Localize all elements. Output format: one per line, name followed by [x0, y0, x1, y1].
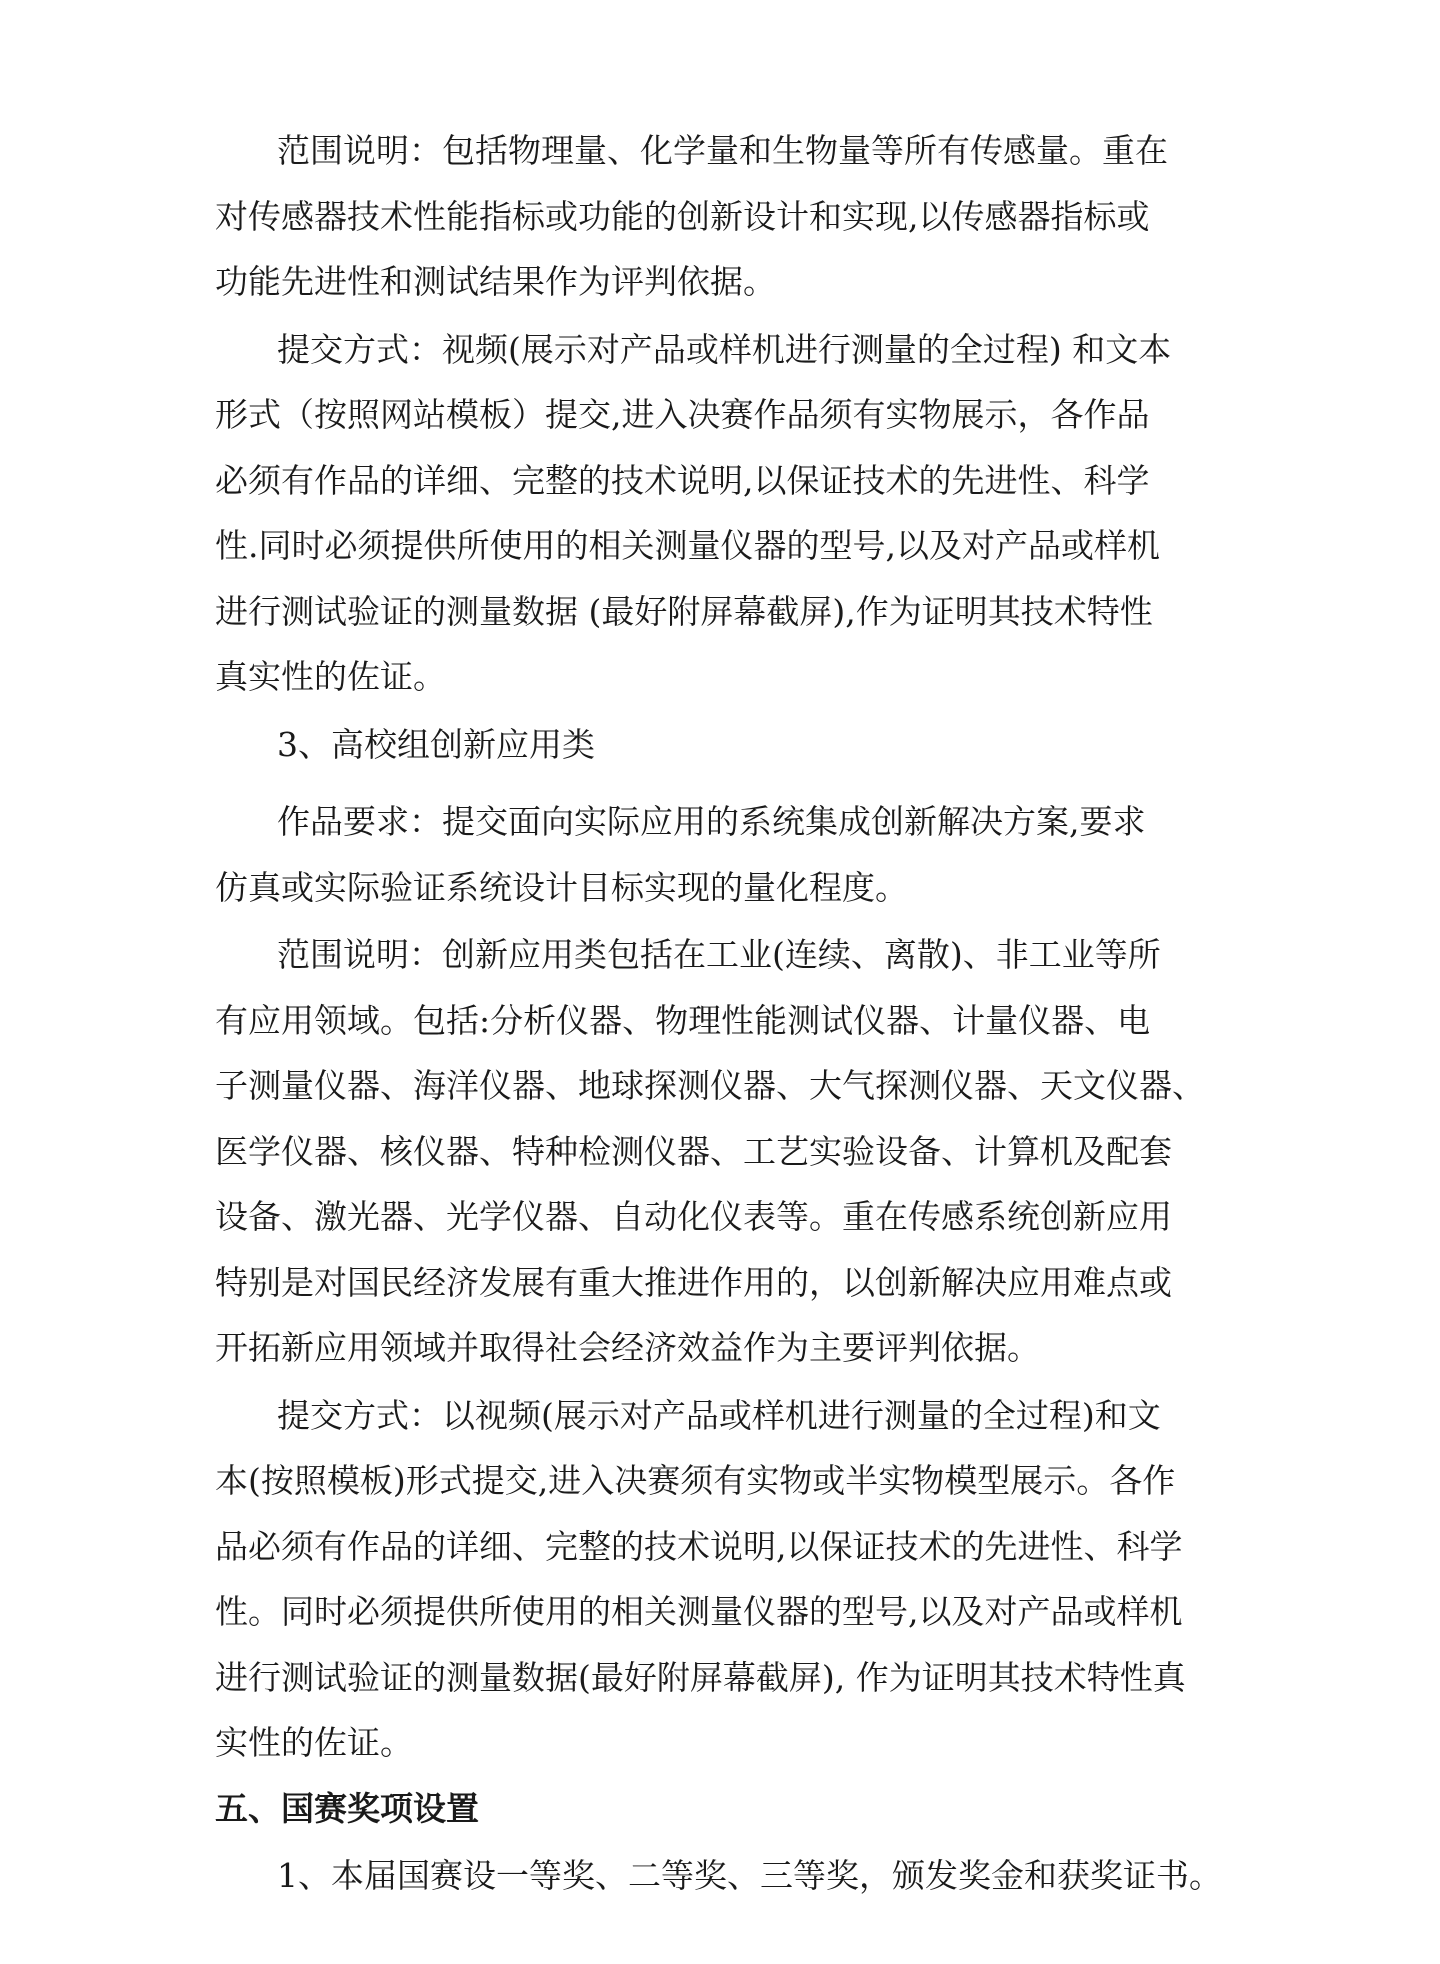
text-line: 本(按照模板)形式提交,进入决赛须有实物或半实物模型展示。各作	[215, 1461, 1176, 1500]
paragraph-awards-item-1	[215, 1843, 1222, 1909]
text-line: 范围说明：包括物理量、化学量和生物量等所有传感量。重在	[277, 131, 1168, 170]
text-line: 必须有作品的详细、完整的技术说明,以保证技术的先进性、科学	[215, 460, 1150, 500]
text-line: 1、本届国赛设一等奖、二等奖、三等奖，颁发奖金和获奖证书。	[277, 1856, 1222, 1895]
text-line: 进行测试验证的测量数据 (最好附屏幕截屏),作为证明其技术特性	[215, 591, 1153, 631]
paragraph-submission-application	[215, 1383, 1215, 1776]
text-line: 性。同时必须提供所使用的相关测量仪器的型号,以及对产品或样机	[215, 1592, 1183, 1631]
paragraph-scope-sensor	[215, 118, 1215, 315]
subsection-title-innovation-application	[215, 712, 1215, 778]
text-line: 仿真或实际验证系统设计目标实现的量化程度。	[215, 867, 908, 907]
paragraph-work-requirements	[215, 789, 1215, 920]
text-line: 提交方式：以视频(展示对产品或样机进行测量的全过程)和文	[277, 1395, 1161, 1435]
text-line: 设备、激光器、光学仪器、自动化仪表等。重在传感系统创新应用	[215, 1197, 1172, 1236]
paragraph-submission-sensor	[215, 317, 1215, 710]
text-line: 品必须有作品的详细、完整的技术说明,以保证技术的先进性、科学	[215, 1526, 1183, 1566]
text-line: 有应用领域。包括:分析仪器、物理性能测试仪器、计量仪器、电	[215, 1000, 1151, 1040]
text-line: 对传感器技术性能指标或功能的创新设计和实现,以传感器指标或	[215, 196, 1150, 236]
text-line: 实性的佐证。	[215, 1723, 413, 1762]
text-line: 开拓新应用领域并取得社会经济效益作为主要评判依据。	[215, 1328, 1040, 1367]
text-line: 子测量仪器、海洋仪器、地球探测仪器、大气探测仪器、天文仪器、	[215, 1066, 1205, 1105]
text-line: 作品要求：提交面向实际应用的系统集成创新解决方案,要求	[277, 802, 1146, 841]
document-page	[215, 118, 1222, 1909]
text-line: 范围说明：创新应用类包括在工业(连续、离散)、非工业等所	[277, 935, 1161, 974]
text-line: 特别是对国民经济发展有重大推进作用的，以创新解决应用难点或	[215, 1262, 1172, 1302]
section-heading-awards: 五、国赛奖项设置	[215, 1788, 479, 1828]
text-line: 性.同时必须提供所使用的相关测量仪器的型号,以及对产品或样机	[215, 526, 1160, 565]
text-line: 真实性的佐证。	[215, 657, 446, 696]
text-line: 3、高校组创新应用类	[277, 724, 595, 764]
text-line: 功能先进性和测试结果作为评判依据。	[215, 262, 776, 301]
text-line: 医学仪器、核仪器、特种检测仪器、工艺实验设备、计算机及配套	[215, 1131, 1172, 1171]
text-line: 形式（按照网站模板）提交,进入决赛作品须有实物展示，各作品	[215, 395, 1150, 434]
text-line: 进行测试验证的测量数据(最好附屏幕截屏), 作为证明其技术特性真	[215, 1657, 1186, 1697]
paragraph-scope-application	[215, 922, 1215, 1381]
text-line: 提交方式：视频(展示对产品或样机进行测量的全过程) 和文本	[277, 329, 1172, 369]
